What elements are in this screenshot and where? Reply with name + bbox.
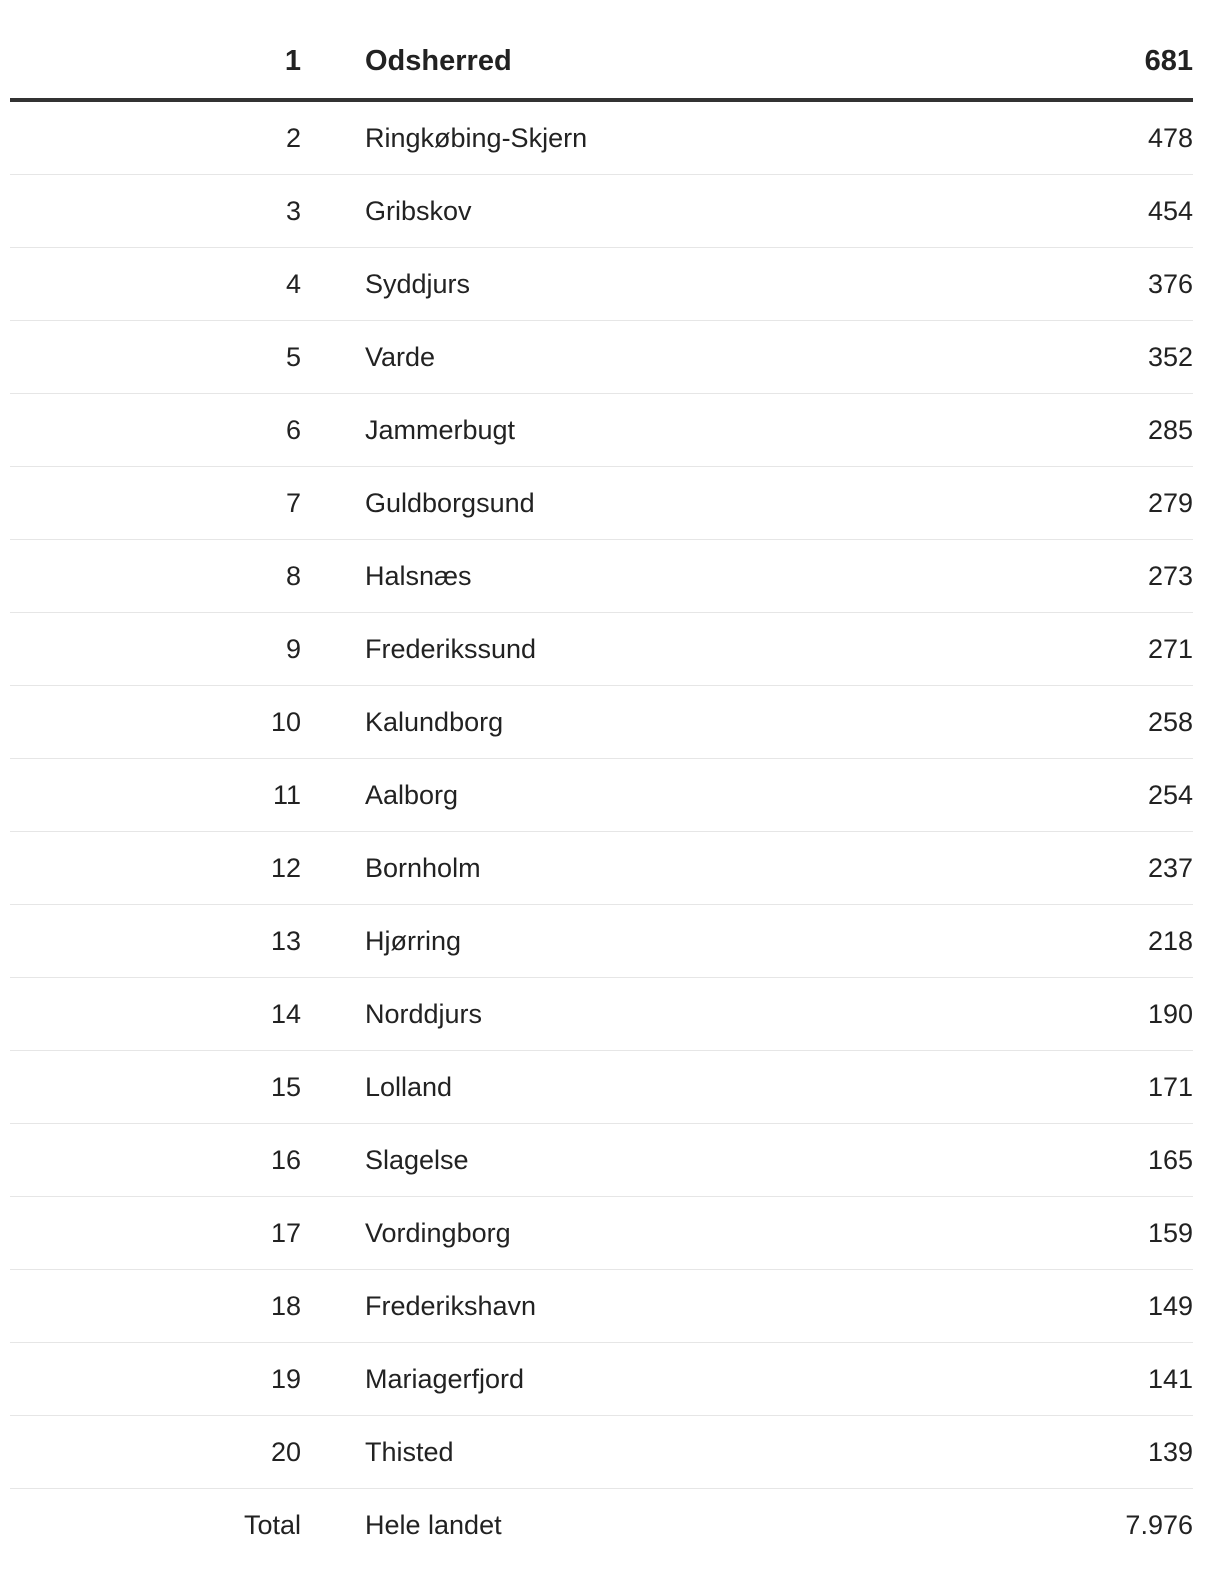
table-row <box>10 1416 1193 1489</box>
rank-cell: 7 <box>285 487 301 518</box>
rank-cell: 16 <box>270 1144 301 1175</box>
table-row <box>10 175 1193 248</box>
municipality-cell: Halsnæs <box>365 560 472 591</box>
value-cell: 376 <box>1147 268 1193 299</box>
table-row <box>10 613 1193 686</box>
table-row <box>10 102 1193 175</box>
municipality-cell: Gribskov <box>365 195 472 226</box>
municipality-cell: Syddjurs <box>365 268 471 299</box>
rank-cell: 19 <box>270 1363 301 1394</box>
rank-cell: 3 <box>285 195 301 226</box>
value-cell: 190 <box>1147 998 1193 1029</box>
value-cell: 165 <box>1147 1144 1193 1175</box>
table-row <box>10 978 1193 1051</box>
rank-cell: 4 <box>285 268 301 299</box>
municipality-cell: Ringkøbing-Skjern <box>365 122 588 153</box>
value-cell: 7.976 <box>1125 1509 1193 1540</box>
value-cell: 218 <box>1147 925 1193 956</box>
value-cell: 478 <box>1147 122 1193 153</box>
value-cell: 681 <box>1144 44 1193 77</box>
rank-cell: 18 <box>270 1290 301 1321</box>
municipality-cell: Hjørring <box>365 925 462 956</box>
value-cell: 258 <box>1147 706 1193 737</box>
rank-cell: 5 <box>285 341 301 372</box>
value-cell: 279 <box>1147 487 1193 518</box>
rank-cell: 10 <box>270 706 301 737</box>
rank-cell: 13 <box>270 925 301 956</box>
rank-cell: 2 <box>285 122 301 153</box>
municipality-cell: Jammerbugt <box>365 414 516 445</box>
municipality-cell: Lolland <box>365 1071 453 1102</box>
value-cell: 273 <box>1147 560 1193 591</box>
rank-cell: 15 <box>270 1071 301 1102</box>
table-row <box>10 321 1193 394</box>
ranking-table <box>10 24 1193 1561</box>
municipality-cell: Norddjurs <box>365 998 483 1029</box>
municipality-cell: Thisted <box>365 1436 454 1467</box>
table-row <box>10 686 1193 759</box>
table-row-top <box>10 24 1193 102</box>
value-cell: 352 <box>1147 341 1193 372</box>
value-cell: 141 <box>1147 1363 1193 1394</box>
value-cell: 171 <box>1147 1071 1193 1102</box>
rank-cell: 14 <box>270 998 301 1029</box>
municipality-cell: Varde <box>365 341 436 372</box>
value-cell: 139 <box>1147 1436 1193 1467</box>
municipality-cell: Mariagerfjord <box>365 1363 525 1394</box>
rank-cell: 11 <box>272 779 301 810</box>
table-row <box>10 467 1193 540</box>
value-cell: 254 <box>1147 779 1193 810</box>
municipality-cell: Guldborgsund <box>365 487 535 518</box>
table-row <box>10 905 1193 978</box>
rank-cell: 20 <box>270 1436 301 1467</box>
table-row <box>10 248 1193 321</box>
municipality-cell: Hele landet <box>365 1509 502 1540</box>
rank-cell: 6 <box>285 414 301 445</box>
municipality-cell: Frederikshavn <box>365 1290 537 1321</box>
rank-cell: 9 <box>285 633 301 664</box>
table-row <box>10 1270 1193 1343</box>
municipality-cell: Kalundborg <box>365 706 504 737</box>
rank-cell: Total <box>243 1509 301 1540</box>
table-row <box>10 1343 1193 1416</box>
value-cell: 271 <box>1147 633 1193 664</box>
municipality-cell: Vordingborg <box>365 1217 511 1248</box>
table-row <box>10 759 1193 832</box>
table-row <box>10 1051 1193 1124</box>
table-row <box>10 540 1193 613</box>
rank-cell: 8 <box>285 560 301 591</box>
table-row-total <box>10 1489 1193 1561</box>
table-row <box>10 1197 1193 1270</box>
table-row <box>10 1124 1193 1197</box>
table-row <box>10 394 1193 467</box>
table-row <box>10 832 1193 905</box>
value-cell: 285 <box>1147 414 1193 445</box>
municipality-cell: Frederikssund <box>365 633 537 664</box>
rank-cell: 17 <box>270 1217 301 1248</box>
municipality-cell: Bornholm <box>365 852 481 883</box>
value-cell: 454 <box>1147 195 1193 226</box>
value-cell: 237 <box>1147 852 1193 883</box>
municipality-cell: Aalborg <box>365 779 459 810</box>
municipality-cell: Odsherred <box>365 44 512 77</box>
municipality-cell: Slagelse <box>365 1144 469 1175</box>
rank-cell: 12 <box>270 852 301 883</box>
rank-cell: 1 <box>284 44 301 77</box>
value-cell: 159 <box>1147 1217 1193 1248</box>
value-cell: 149 <box>1147 1290 1193 1321</box>
